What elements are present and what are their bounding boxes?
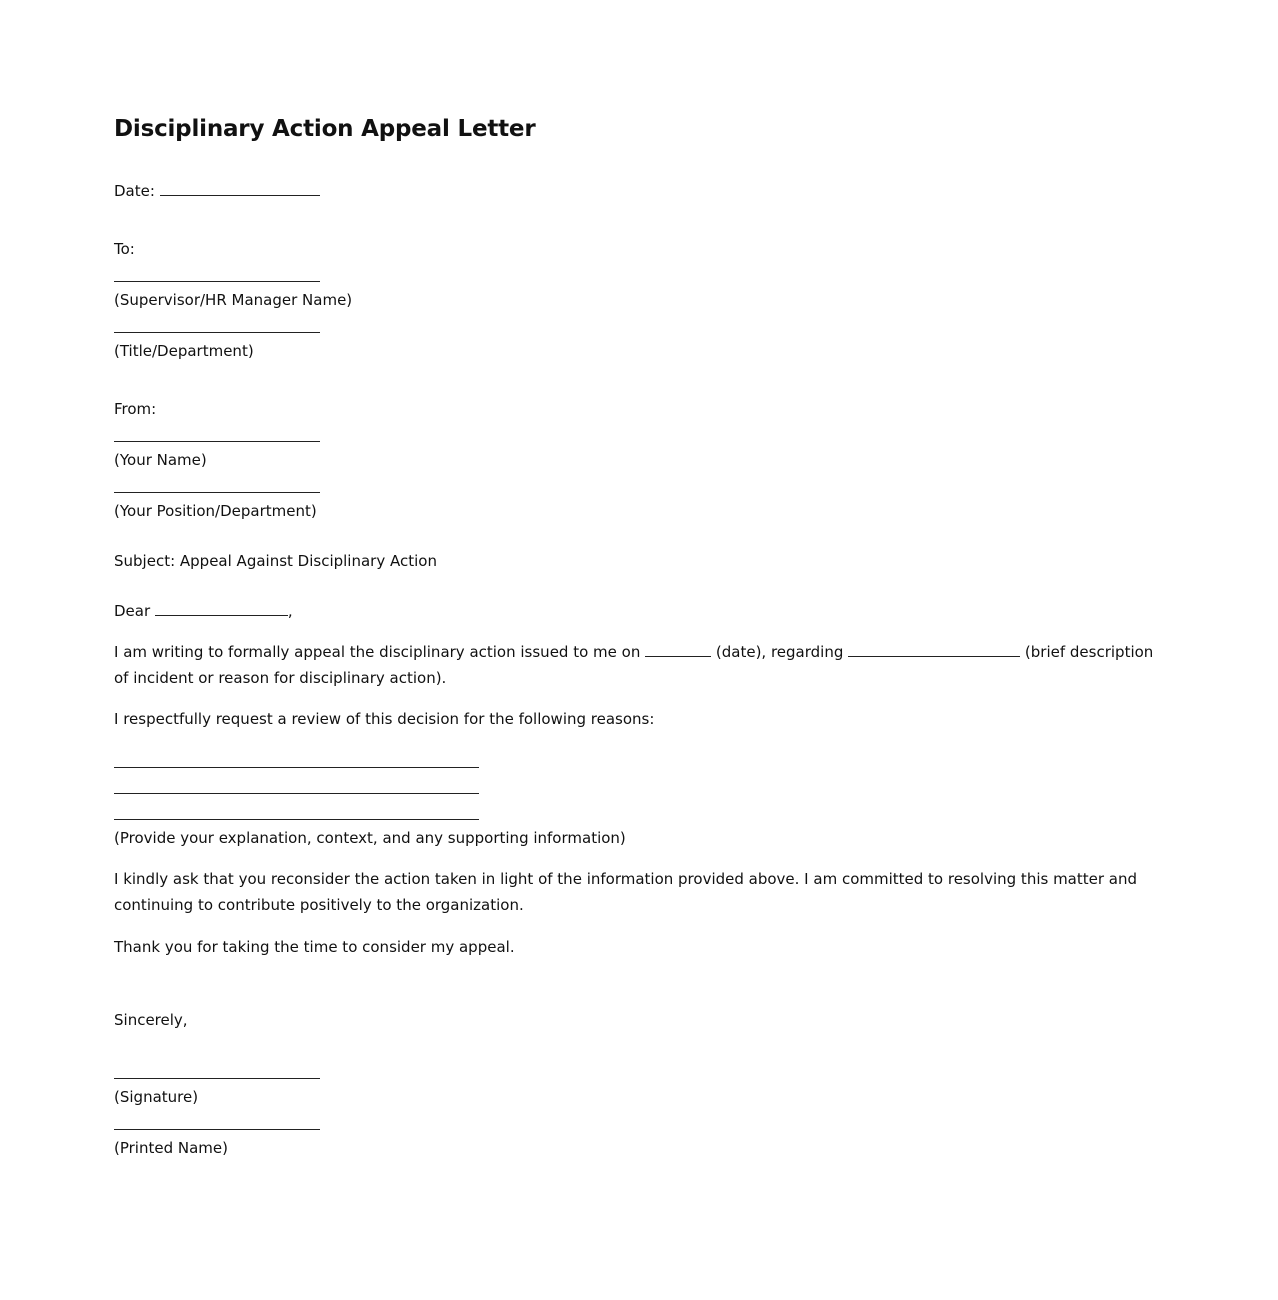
reason-blank-1[interactable] bbox=[114, 767, 479, 768]
appeal-text-c: (brief description of incident or reason for disciplinary action). bbox=[114, 643, 1154, 687]
recipient-blank[interactable] bbox=[155, 601, 288, 616]
to-name-hint: (Supervisor/HR Manager Name) bbox=[114, 291, 353, 309]
appeal-paragraph bbox=[114, 639, 1164, 691]
signature-hint: (Signature) bbox=[114, 1088, 199, 1106]
closing-line: Sincerely, bbox=[114, 1011, 188, 1029]
to-title-hint: (Title/Department) bbox=[114, 342, 254, 360]
from-label: From: bbox=[114, 400, 157, 418]
from-position-hint: (Your Position/Department) bbox=[114, 502, 317, 520]
date-blank[interactable] bbox=[160, 181, 320, 196]
printed-name-hint: (Printed Name) bbox=[114, 1139, 228, 1157]
subject-line: Subject: Appeal Against Disciplinary Action bbox=[114, 552, 437, 570]
printed-name-blank[interactable] bbox=[114, 1129, 320, 1130]
reason-blank-2[interactable] bbox=[114, 793, 479, 794]
incident-date-blank[interactable] bbox=[645, 642, 711, 657]
from-position-blank[interactable] bbox=[114, 492, 320, 493]
reasons-hint: (Provide your explanation, context, and any supporting information) bbox=[114, 829, 626, 847]
from-name-hint: (Your Name) bbox=[114, 451, 207, 469]
salutation-label: Dear bbox=[114, 602, 151, 620]
reconsider-paragraph: I kindly ask that you reconsider the action taken in light of the information provided above. I am committed to resolving this matter and continuing to contribute positively to the organization. bbox=[114, 870, 1138, 914]
thank-you-line: Thank you for taking the time to consider my appeal. bbox=[114, 938, 515, 956]
review-request: I respectfully request a review of this decision for the following reasons: bbox=[114, 710, 655, 728]
date-label: Date: bbox=[114, 182, 155, 200]
salutation-comma: , bbox=[287, 602, 293, 620]
to-title-blank[interactable] bbox=[114, 332, 320, 333]
reason-blank-3[interactable] bbox=[114, 819, 479, 820]
page-title: Disciplinary Action Appeal Letter bbox=[114, 116, 536, 142]
incident-description-blank[interactable] bbox=[848, 642, 1020, 657]
to-name-blank[interactable] bbox=[114, 281, 320, 282]
appeal-text-b: (date), regarding bbox=[715, 643, 844, 661]
to-label: To: bbox=[114, 240, 135, 258]
salutation-line bbox=[114, 601, 293, 621]
appeal-text-a: I am writing to formally appeal the disciplinary action issued to me on bbox=[114, 643, 641, 661]
date-line bbox=[114, 181, 320, 201]
from-name-blank[interactable] bbox=[114, 441, 320, 442]
signature-blank[interactable] bbox=[114, 1078, 320, 1079]
